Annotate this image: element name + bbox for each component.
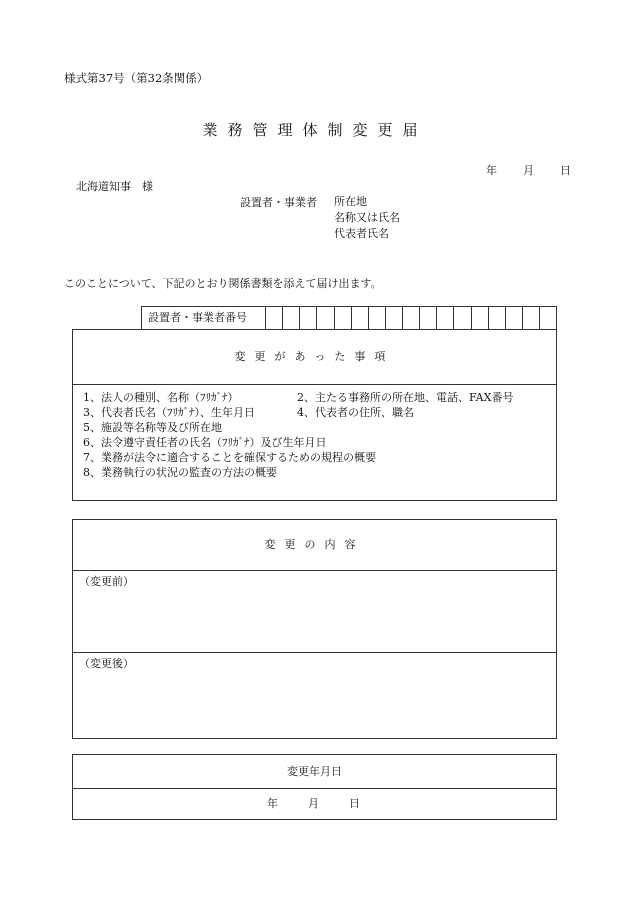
matter-item: 4、代表者の住所、職名: [297, 406, 414, 419]
matter-item: 6、法令遵守責任者の氏名（ﾌﾘｶﾞﾅ）及び生年月日: [83, 436, 327, 449]
digit-cell[interactable]: [386, 307, 403, 329]
submission-date: [486, 162, 571, 178]
digit-cell[interactable]: [335, 307, 352, 329]
day-label: 日: [349, 797, 362, 810]
change-date-heading: 変更年月日: [73, 755, 556, 789]
matter-item: 7、業務が法令に適合することを確保するための規程の概要: [83, 451, 376, 464]
representative-field-label: 代表者氏名: [334, 227, 389, 240]
change-date-box: [72, 754, 557, 820]
applicant-fields: [334, 194, 400, 242]
applicant-label: 設置者・事業者: [240, 196, 317, 209]
changed-matters-list: [73, 385, 556, 480]
before-change-area[interactable]: [73, 571, 556, 653]
digit-cell[interactable]: [437, 307, 454, 329]
digit-cell[interactable]: [317, 307, 334, 329]
list-item: [83, 435, 556, 450]
digit-cell[interactable]: [266, 307, 283, 329]
digit-cell[interactable]: [283, 307, 300, 329]
digit-cell[interactable]: [489, 307, 506, 329]
changed-matters-heading: 変更があった事項: [73, 330, 556, 385]
statement-text: このことについて、下記のとおり関係書類を添えて届け出ます。: [64, 277, 382, 290]
matter-item: 5、施設等名称等及び所在地: [83, 421, 222, 434]
list-item: [83, 465, 556, 480]
change-contents-box: [72, 519, 557, 739]
list-item: [83, 420, 556, 435]
digit-cell[interactable]: [472, 307, 489, 329]
list-item: [83, 450, 556, 465]
operator-number-label: 設置者・事業者番号: [142, 307, 266, 329]
list-item: [83, 405, 556, 420]
address-field-label: 所在地: [334, 195, 367, 208]
before-change-label: （変更前）: [79, 575, 134, 588]
change-date-value[interactable]: [73, 789, 556, 819]
matter-item: 8、業務執行の状況の監査の方法の概要: [83, 466, 277, 479]
day-label: 日: [560, 164, 571, 177]
year-label: 年: [267, 797, 280, 810]
document-title: 業務管理体制変更届: [202, 121, 428, 139]
digit-cell[interactable]: [369, 307, 386, 329]
matter-item: 2、主たる事務所の所在地、電話、FAX番号: [297, 391, 514, 404]
addressee: 北海道知事 様: [76, 180, 153, 193]
digit-cell[interactable]: [352, 307, 369, 329]
digit-cell[interactable]: [540, 307, 556, 329]
operator-number-box: [141, 306, 557, 330]
digit-cell[interactable]: [300, 307, 317, 329]
change-contents-heading: 変更の内容: [73, 520, 556, 571]
matter-item: 3、代表者氏名（ﾌﾘｶﾞﾅ）、生年月日: [83, 406, 255, 419]
digit-cell[interactable]: [506, 307, 523, 329]
form-number: 様式第37号（第32条関係）: [64, 71, 209, 85]
year-label: 年: [486, 164, 497, 177]
month-label: 月: [308, 797, 321, 810]
digit-cell[interactable]: [420, 307, 437, 329]
digit-cell[interactable]: [523, 307, 540, 329]
month-label: 月: [523, 164, 534, 177]
name-field-label: 名称又は氏名: [334, 211, 400, 224]
changed-matters-box: [72, 329, 557, 501]
digit-cell[interactable]: [454, 307, 471, 329]
digit-cell[interactable]: [403, 307, 420, 329]
after-change-label: （変更後）: [79, 657, 134, 670]
after-change-area[interactable]: [73, 653, 556, 671]
matter-item: 1、法人の種別、名称（ﾌﾘｶﾞﾅ）: [83, 391, 239, 404]
list-item: [83, 390, 556, 405]
